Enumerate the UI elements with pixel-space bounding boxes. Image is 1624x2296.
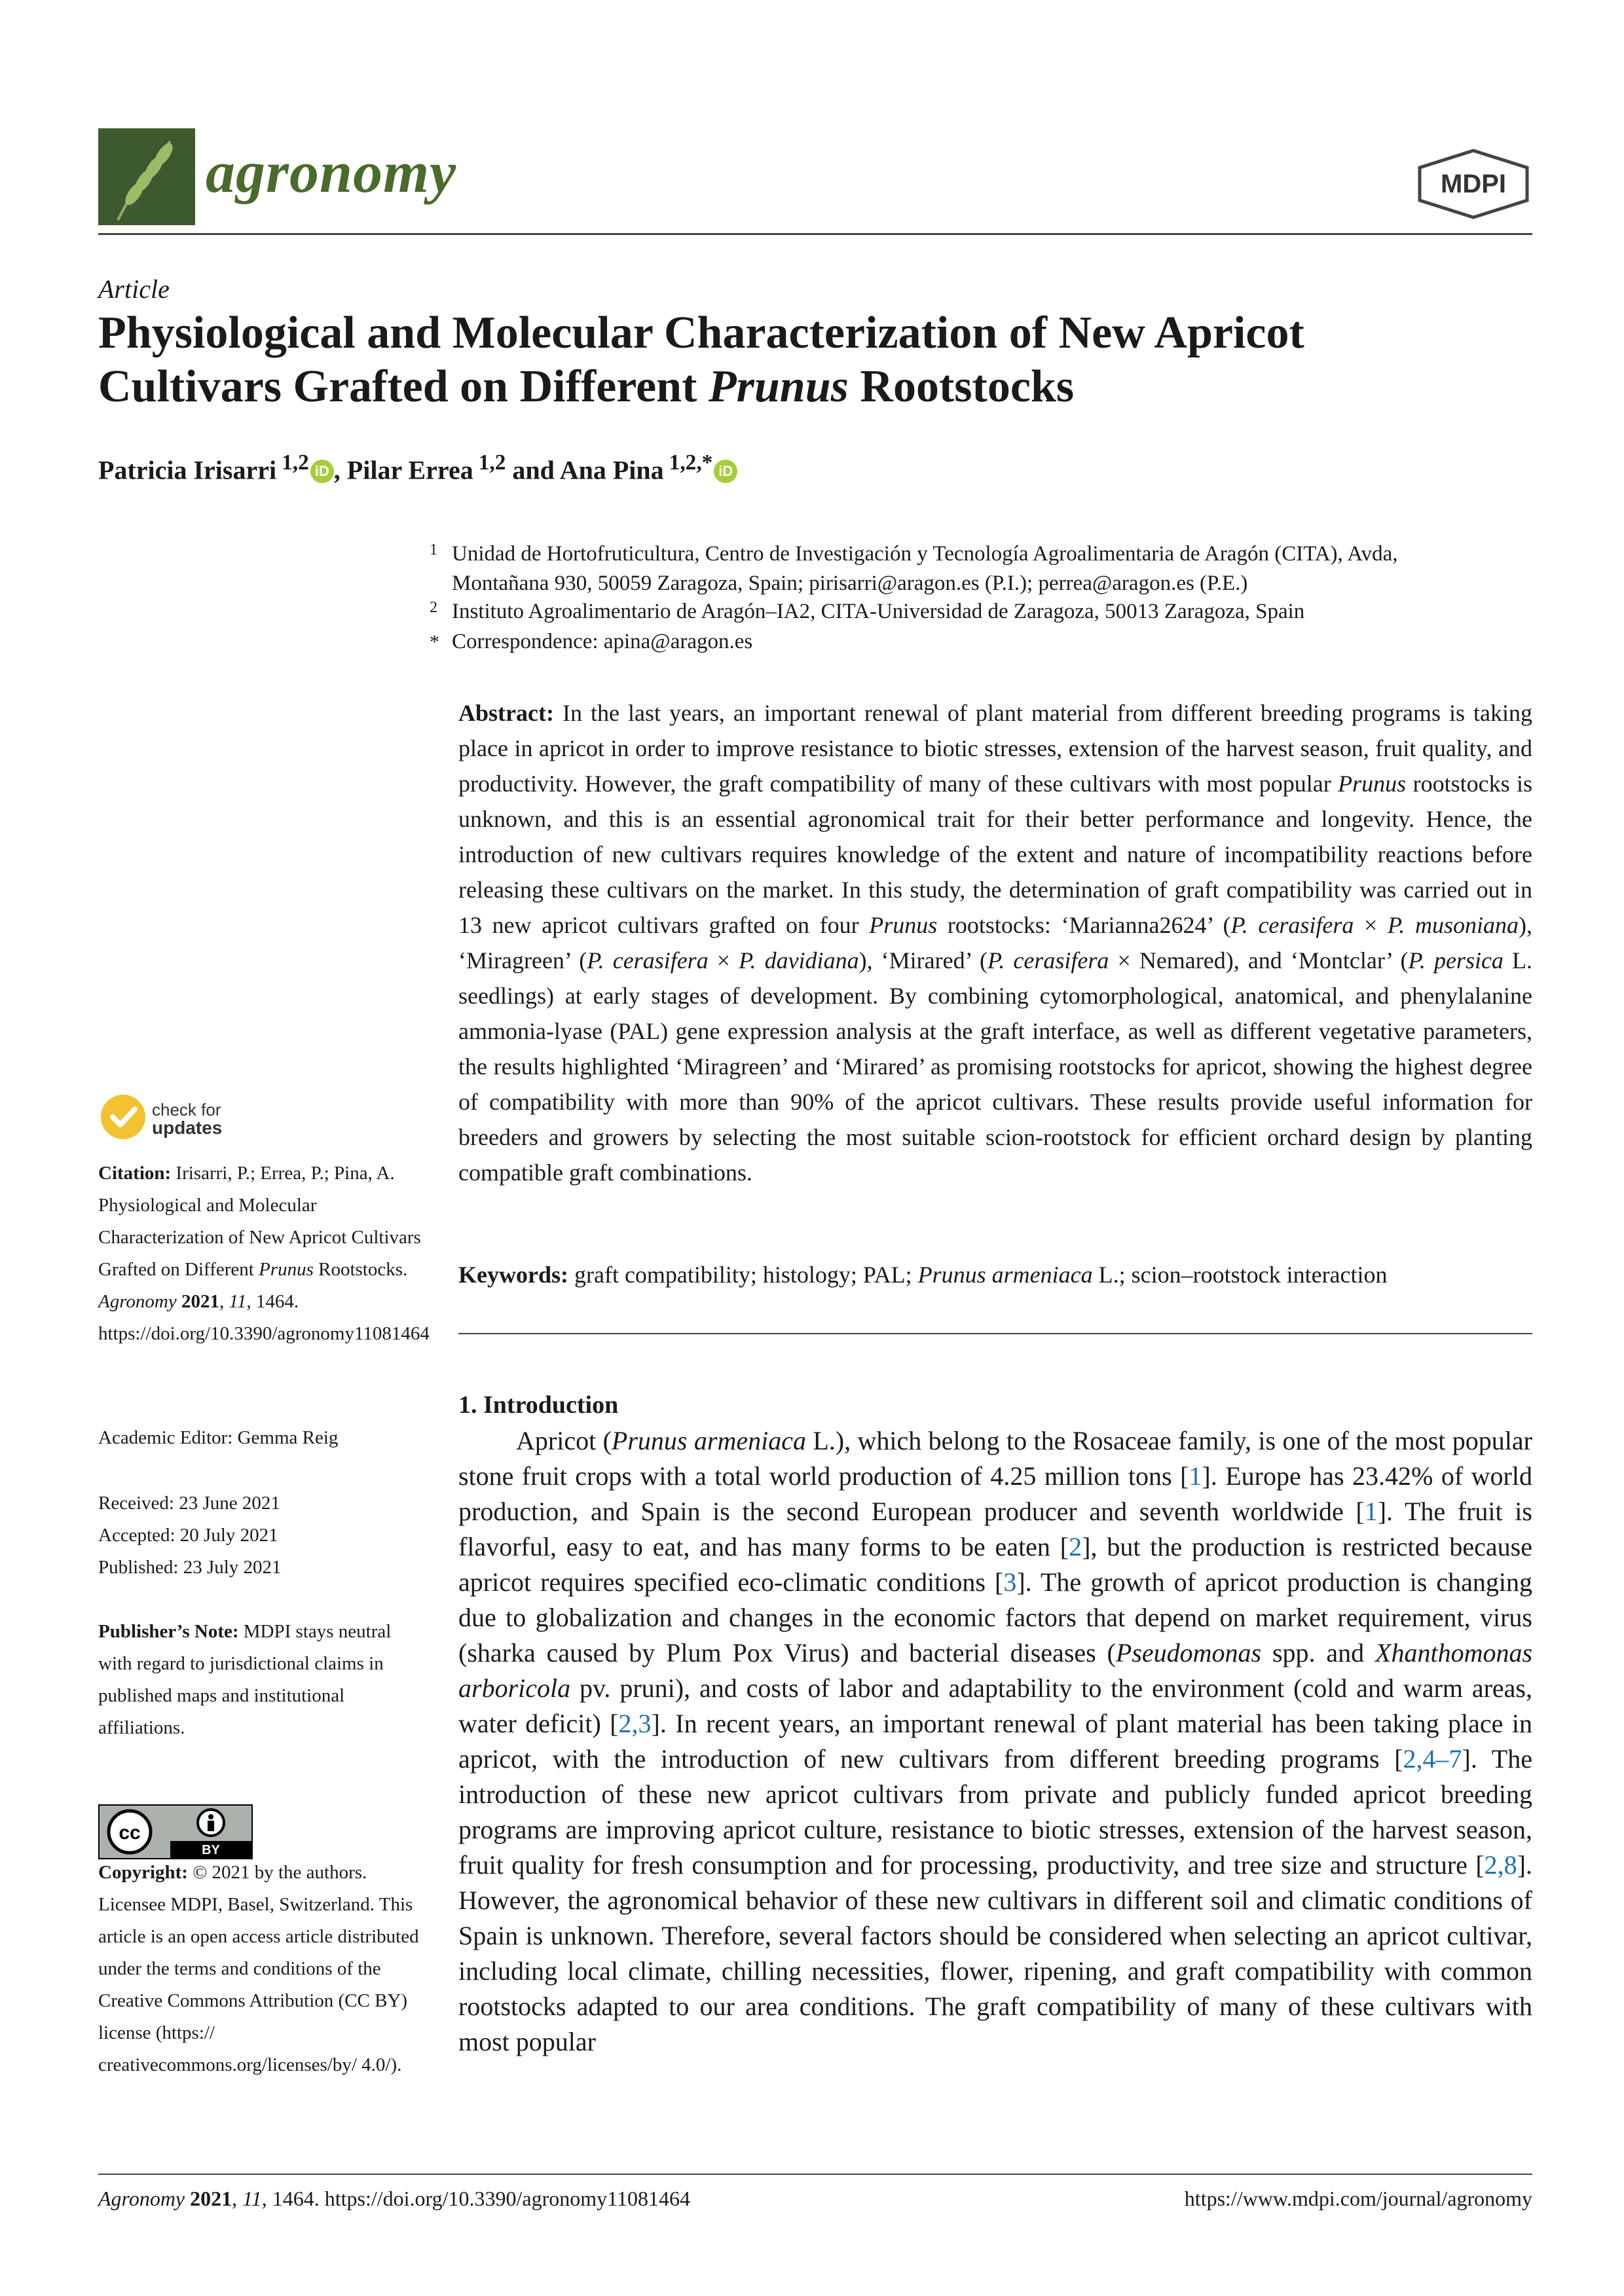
footer-citation: Agronomy 2021, 11, 1464. https://doi.org/10.3390/agronomy11081464 — [98, 2187, 690, 2210]
affiliation-1 — [430, 539, 1539, 598]
intro-text: ], but the production is restricted because apricot requires specified eco-climatic conditions [ — [458, 1532, 1533, 1597]
abstract-italic: P. cerasifera — [587, 947, 709, 974]
abstract — [458, 695, 1532, 1190]
abstract-text: rootstocks is unknown, and this is an essential agronomical trait for their better performance and longevity. Hence, the introduction of new cultivars requires knowledge of the extent and nature of incompatibility reactions before releasing these cultivars on the market. In this study, the determination of graft compatibility was carried out in 13 new apricot cultivars grafted on four — [458, 771, 1532, 938]
author-separator: and — [506, 455, 560, 485]
mdpi-logo-icon — [1414, 148, 1532, 220]
affiliation-text: Instituto Agroalimentario de Aragón–IA2, CITA-Universidad de Zaragoza, 50013 Zaragoza, Spain — [452, 600, 1305, 623]
affiliation-2 — [430, 597, 1539, 627]
updates-label: updates — [152, 1118, 223, 1138]
intro-text: ]. The introduction of these new apricot cultivars from private and publicly funded apricot breeding programs are improving apricot culture, resistance to biotic stresses, extension of the harvest season, fruit quality for fresh consumption and for processing, productivity, and tree size and structure [ — [458, 1744, 1532, 1880]
citation-volume: 11 — [229, 1291, 247, 1312]
article-type: Article — [98, 274, 170, 304]
abstract-text: × Nemared), and ‘Montclar’ ( — [1109, 947, 1409, 974]
intro-text: Apricot ( — [516, 1426, 612, 1455]
intro-text: ]. Europe has 23.42% of world production, and Spain is the second European producer and seventh worldwide [ — [458, 1461, 1532, 1526]
author-name[interactable]: Patricia Irisarri — [98, 455, 277, 485]
intro-text: ]. However, the agronomical behavior of these new cultivars in different soil and climatic conditions of Spain is unknown. Therefore, several factors should be considered when selecting an apricot cultivar, including local climate, chilling necessities, flower, ripening, and graft compatibility with common rootstocks adapted to our area conditions. The graft compatibility of many of these cultivars with most popular — [458, 1850, 1532, 2056]
abstract-italic: P. cerasifera — [987, 947, 1109, 974]
abstract-text: rootstocks: ‘Marianna2624’ ( — [937, 912, 1231, 938]
abstract-text: In the last years, an important renewal of plant material from different breeding programs is taking place in apricot in order to improve resistance to biotic stresses, extension of the harvest season, fruit quality, and productivity. However, the graft compatibility of many of these cultivars with most popular — [458, 700, 1532, 797]
keywords-italic: Prunus armeniaca — [917, 1262, 1093, 1288]
journal-name: agronomy — [206, 140, 457, 205]
check-for-updates-button[interactable] — [98, 1091, 249, 1143]
svg-text:cc: cc — [119, 1822, 141, 1844]
citation-italic: Prunus — [259, 1259, 314, 1280]
intro-text: L.), which belong to the Rosaceae family, is one of the most popular stone fruit crops with a total world production of 4.25 million tons [ — [458, 1426, 1532, 1491]
check-icon — [101, 1095, 145, 1139]
author-separator: , — [333, 455, 347, 485]
academic-editor: Academic Editor: Gemma Reig — [98, 1427, 339, 1448]
copyright-label: Copyright: — [98, 1862, 188, 1883]
reference-link[interactable]: 1 — [1189, 1461, 1202, 1491]
affiliation-text: Unidad de Hortofruticultura, Centro de Investigación y Tecnología Agroalimentaria de Aragón (CITA), Avda, — [452, 542, 1398, 566]
abstract-text: L. seedlings) at early stages of development. By combining cytomorphological, anatomical, and phenylalanine ammonia-lyase (PAL) gene expression analysis at the graft interface, as well as different vegetative parameters, the results highlighted ‘Miragreen’ and ‘Mirared’ as promising rootstocks for apricot, showing the highest degree of compatibility with more than 90% of the apricot cultivars. These results provide useful information for breeders and growers by selecting the most suitable scion-rootstock for efficient orchard design by planting compatible graft combinations. — [458, 947, 1533, 1186]
footer-journal-url[interactable]: https://www.mdpi.com/journal/agronomy — [1184, 2187, 1532, 2210]
abstract-text: ), ‘Miragreen’ ( — [458, 912, 1532, 974]
author-list — [98, 450, 737, 485]
abstract-italic: P. cerasifera — [1230, 912, 1354, 938]
title-line-2 — [98, 360, 1532, 414]
citation-text: Irisarri, P.; Errea, P.; Pina, A. Physiological and Molecular Characterization of New Apricot Cultivars Grafted on Different — [98, 1163, 421, 1280]
header-divider — [98, 233, 1532, 235]
citation-doi[interactable]: , 1464. https://doi.org/10.3390/agronomy11081464 — [98, 1291, 430, 1344]
citation-label: Citation: — [98, 1163, 172, 1184]
abstract-text: ), ‘Mirared’ ( — [858, 947, 987, 974]
correspondence — [430, 627, 1539, 657]
abstract-italic: P. persica — [1408, 947, 1504, 974]
reference-link[interactable]: 2,3 — [618, 1709, 652, 1738]
abstract-text: × — [1354, 912, 1388, 938]
svg-text:BY: BY — [202, 1843, 220, 1857]
title-text: Cultivars Grafted on Different — [98, 361, 709, 412]
keywords-label: Keywords: — [458, 1262, 568, 1288]
title-italic: Prunus — [708, 361, 849, 412]
published-date: Published: 23 July 2021 — [98, 1557, 282, 1578]
publisher-note-label: Publisher’s Note: — [98, 1621, 239, 1642]
author-name[interactable]: Ana Pina — [559, 455, 664, 485]
keywords — [458, 1257, 1532, 1292]
accepted-date: Accepted: 20 July 2021 — [98, 1525, 278, 1546]
abstract-text: × — [708, 947, 739, 974]
received-date: Received: 23 June 2021 — [98, 1493, 280, 1514]
footer-journal: Agronomy — [98, 2187, 185, 2210]
section-heading: 1. Introduction — [458, 1391, 619, 1419]
citation-text: , — [219, 1291, 229, 1312]
abstract-divider — [458, 1333, 1532, 1334]
intro-text: ]. The fruit is flavorful, easy to eat, and has many forms to be eaten [ — [458, 1497, 1532, 1561]
author-affiliation-sup: 1,2 — [478, 450, 506, 475]
publisher-note-text: MDPI stays neutral with regard to jurisdictional claims in published maps and institutional affiliations. — [98, 1621, 392, 1738]
orcid-icon[interactable]: iD — [714, 460, 737, 483]
affiliation-mark: 2 — [430, 599, 437, 616]
affiliation-text: Montañana 930, 50059 Zaragoza, Spain; pirisarri@aragon.es (P.I.); perrea@aragon.es (P.E.) — [452, 572, 1248, 595]
abstract-italic: P. musoniana — [1388, 912, 1519, 938]
journal-logo-icon — [98, 128, 195, 225]
abstract-italic: Prunus — [1338, 771, 1407, 797]
title-text: Rootstocks — [848, 361, 1075, 412]
intro-paragraph — [458, 1423, 1532, 2060]
footer-volume: 11 — [242, 2187, 262, 2210]
keywords-text: L.; scion–rootstock interaction — [1092, 1262, 1388, 1288]
intro-text: ]. The growth of apricot production is changing due to globalization and changes in the economic factors that depend on market requirement, virus (sharka caused by Plum Pox Virus) and bacterial diseases ( — [458, 1567, 1532, 1667]
intro-italic: Pseudomonas — [1115, 1638, 1262, 1667]
citation-block — [98, 1157, 430, 1350]
intro-italic: Xhanthomonas arboricola — [458, 1638, 1533, 1703]
copyright-text: © 2021 by the authors. Licensee MDPI, Basel, Switzerland. This article is an open access article distributed under the terms and conditions of the Creative Commons Attribution (CC BY) license (https:// creativecommons.org/licenses/by/ 4.0/). — [98, 1862, 419, 2075]
reference-link[interactable]: 2 — [1069, 1532, 1082, 1561]
cc-by-license-icon[interactable] — [98, 1804, 253, 1859]
citation-year: 2021 — [181, 1291, 219, 1312]
publisher-note — [98, 1616, 426, 1744]
intro-text: spp. and — [1261, 1638, 1376, 1667]
copyright-block — [98, 1857, 426, 2081]
reference-link[interactable]: 1 — [1364, 1497, 1378, 1526]
keywords-text: graft compatibility; histology; PAL; — [568, 1262, 918, 1288]
intro-italic: Prunus armeniaca — [611, 1426, 806, 1455]
footer-year: 2021 — [190, 2187, 232, 2210]
abstract-italic: P. davidiana — [739, 947, 859, 974]
intro-text: ]. In recent years, an important renewal of plant material has been taking place in apricot, with the introduction of new cultivars from different breeding programs [ — [458, 1709, 1532, 1774]
affiliation-mark: 1 — [430, 541, 437, 558]
author-affiliation-sup: 1,2,* — [669, 450, 713, 475]
mdpi-logo-text: MDPI — [1441, 170, 1506, 198]
correspondence-text[interactable]: Correspondence: apina@aragon.es — [452, 630, 753, 653]
footer-doi[interactable]: , 1464. https://doi.org/10.3390/agronomy11081464 — [261, 2187, 690, 2210]
abstract-italic: Prunus — [869, 912, 938, 938]
author-name[interactable]: Pilar Errea — [346, 455, 473, 485]
author-affiliation-sup: 1,2 — [282, 450, 309, 475]
citation-journal: Agronomy — [98, 1291, 177, 1312]
title-line-1: Physiological and Molecular Characterization of New Apricot — [98, 308, 1304, 358]
citation-text: Rootstocks. — [313, 1259, 408, 1280]
intro-text: pv. pruni), and costs of labor and adaptability to the environment (cold and warm areas, water deficit) [ — [458, 1673, 1532, 1738]
affiliation-mark: * — [430, 631, 439, 653]
abstract-label: Abstract: — [458, 700, 554, 726]
reference-link[interactable]: 2,4–7 — [1403, 1744, 1462, 1774]
check-label: check for — [152, 1100, 221, 1120]
footer-divider — [98, 2174, 1532, 2175]
article-title — [98, 306, 1532, 414]
reference-link[interactable]: 2,8 — [1484, 1850, 1517, 1880]
orcid-icon[interactable]: iD — [310, 460, 334, 483]
reference-link[interactable]: 3 — [1003, 1567, 1017, 1597]
